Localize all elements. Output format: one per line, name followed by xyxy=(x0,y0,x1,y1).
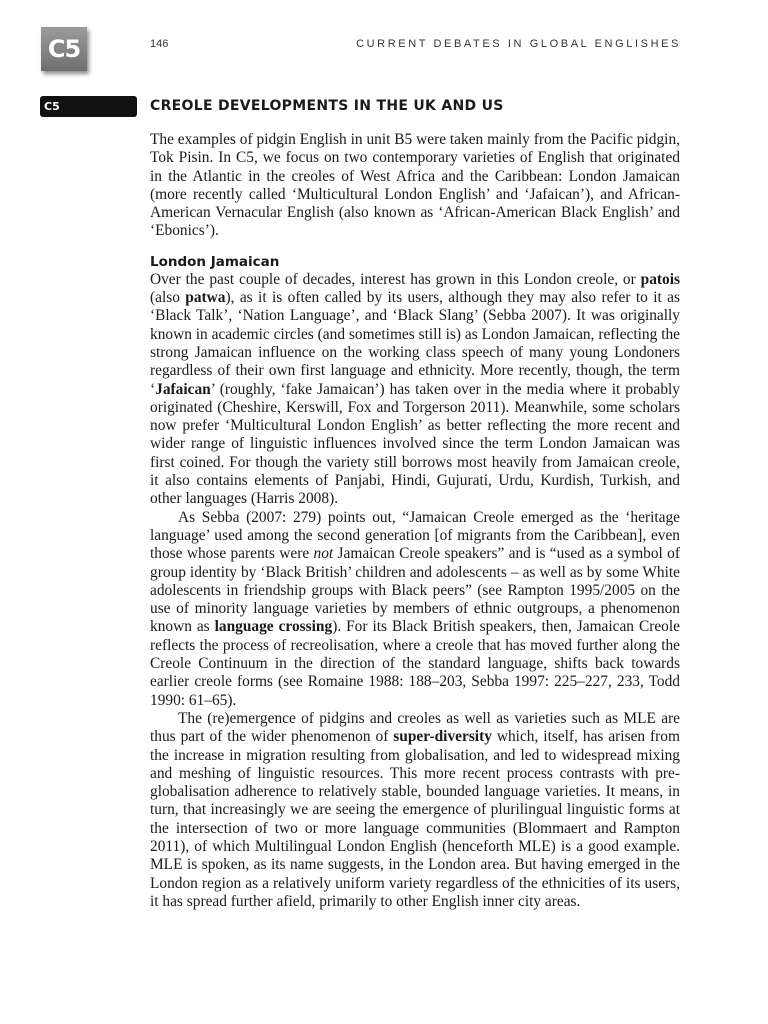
term-super-diversity: super-diversity xyxy=(393,728,492,746)
intro-paragraph: The examples of pidgin English in unit B5 were taken mainly from the Pacific pidgin, Tok Pisin. In C5, we focus on two contemporary varieties of English that originated in the Atlantic in the creoles of West Africa and the Caribbean: London Jamaican (more recently called ‘Multicultural London English’ and ‘Jafaican’), and African-American Vernacular English (also known as ‘African-American Black English’ and ‘Ebonics’). xyxy=(150,131,680,240)
text-run: ), as it is often called by its users, although they may also refer to it as ‘Black Talk’, ‘Nation Language’, and ‘Black Slang’ (Sebba 2007). It was originally known in academic circles (and sometimes still is) as London Jamaican, reflecting the strong Jamaican influence on the working class speech of many young Londoners regardless of their own first language and ethnicity. More recently, though, the term ‘ xyxy=(150,289,680,398)
text-run: Jamaican Creole speakers” and is “used as a symbol of group identity by ‘Black British’ children and adolescents – as well as by some White adolescents in friendship groups with Black peers” (see Rampton 1995/2005 on the use of minority language varieties by members of ethnic outgroups, a phenomenon known as xyxy=(150,545,680,636)
term-patois: patois xyxy=(640,270,680,288)
term-jafaican: Jafaican xyxy=(155,380,211,398)
section-tab: C5 xyxy=(40,96,137,117)
page-number: 146 xyxy=(150,38,169,50)
text-run: ’ (roughly, ‘fake Jamaican’) has taken over in the media where it probably originated (Cheshire, Kerswill, Fox and Torgerson 2011). Meanwhile, some scholars now prefer ‘Multicultural London English’ as better reflecting the more recent and wider range of linguistic influences involved since the term London Jamaican was first coined. For though the variety still borrows most heavily from Jamaican creole, it also contains elements of Panjabi, Hindi, Gujurati, Urdu, Kurdish, Turkish, and other languages (Harris 2008). xyxy=(150,380,680,508)
paragraph-1 xyxy=(150,271,680,509)
section-title: CREOLE DEVELOPMENTS IN THE UK AND US xyxy=(150,98,504,114)
paragraph-2 xyxy=(150,509,680,710)
text-run: ). For its Black British speakers, then, Jamaican Creole reflects the process of recreolisation, where a creole that has moved further along the Creole Continuum in the direction of the standard language, shifts back towards earlier creole forms (see Romaine 1988: 188–203, Sebba 1997: 225–227, 233, Todd 1990: 61–65). xyxy=(150,618,680,709)
body-text xyxy=(150,131,680,911)
running-head: CURRENT DEBATES IN GLOBAL ENGLISHES xyxy=(356,38,681,50)
unit-badge: C5 xyxy=(41,27,87,71)
text-run: Over the past couple of decades, interest has grown in this London creole, or xyxy=(150,270,641,288)
subheading-london-jamaican: London Jamaican xyxy=(150,253,280,270)
term-language-crossing: language crossing xyxy=(214,618,333,636)
text-run: (also xyxy=(150,289,186,307)
emphasis-not: not xyxy=(313,545,334,563)
text-run: which, itself, has arisen from the increase in migration resulting from globalisation, and led to widespread mixing and meshing of linguistic resources. This more recent process contrasts with pre-globalisation adherence to relatively stable, bounded language varieties. It means, in turn, that increasingly we are seeing the emergence of plurilingual linguistic forms at the intersection of two or more language communities (Blommaert and Rampton 2011), of which Multilingual London English (henceforth MLE) is a good example. MLE is spoken, as its name suggests, in the London area. But having emerged in the London region as a relatively uniform variety regardless of the ethnicities of its users, it has spread further afield, primarily to other English inner city areas. xyxy=(150,728,680,910)
term-patwa: patwa xyxy=(185,289,226,307)
text-run: As Sebba (2007: 279) points out, “Jamaican Creole emerged as the ‘heritage language’ used among the second generation [of migrants from the Caribbean], even those whose parents were xyxy=(150,508,680,563)
paragraph-3 xyxy=(150,710,680,911)
text-run: The (re)emergence of pidgins and creoles as well as varieties such as MLE are thus part of the wider phenomenon of xyxy=(150,709,680,746)
